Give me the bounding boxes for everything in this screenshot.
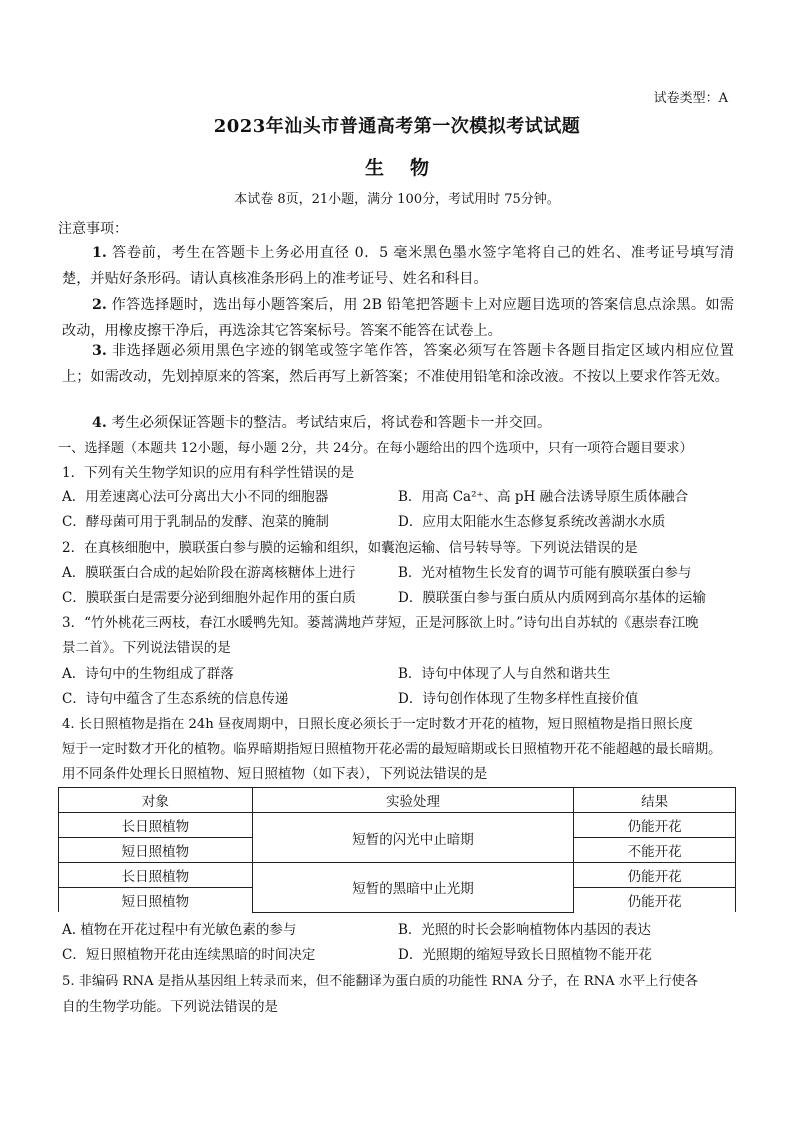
section-heading: 一、选择题（本题共 12小题，每小题 2分，共 24分。在每小题给出的四个选项中，只有一项符合题目要求） bbox=[58, 441, 693, 456]
notice-item-text: 答卷前，考生在答题卡上务必用直径 0．5 毫米黑色墨水签字笔将自己的姓名、准考证号填写清楚，并贴好条形码。请认真核准条形码上的准考证号、姓名和科目。 bbox=[62, 245, 735, 287]
table-cell-object: 短日照植物 bbox=[59, 838, 253, 863]
exam-title: 2023年汕头市普通高考第一次模拟考试试题 bbox=[213, 116, 581, 137]
q4-option-a: A. 植物在开花过程中有光敏色素的参与 bbox=[62, 922, 297, 938]
paper-type-label: 试卷类型：A bbox=[653, 91, 728, 106]
subject-title: 生物 bbox=[364, 157, 455, 179]
q2-option-a: A．膜联蛋白合成的起始阶段在游离核糖体上进行 bbox=[62, 565, 356, 581]
notice-item-number: 3. bbox=[92, 343, 107, 359]
notice-item-text: 非选择题必须用黑色字迹的钢笔或签字笔作答，答案必须写在答题卡各题目指定区域内相应位置上；如需改动，先划掉原来的答案，然后再写上新答案；不准使用铅笔和涂改液。不按以上要求作答无效。 bbox=[62, 343, 734, 385]
notice-item-1 bbox=[62, 240, 734, 292]
q4-stem-line-1: 4. 长日照植物是指在 24h 昼夜周期中，日照长度必须长于一定时数才开花的植物，短日照植物是指日照长度 bbox=[62, 717, 693, 732]
table-cell-result: 不能开花 bbox=[574, 838, 736, 863]
q3-option-c: C．诗句中蕴含了生态系统的信息传递 bbox=[62, 691, 289, 707]
notice-item-4 bbox=[62, 410, 734, 436]
notice-item-3 bbox=[62, 338, 734, 390]
q4-table bbox=[58, 787, 736, 913]
notice-heading: 注意事项： bbox=[58, 221, 128, 237]
notice-item-number: 4. bbox=[92, 415, 107, 431]
q5-stem-line-1: 5. 非编码 RNA 是指从基因组上转录而来，但不能翻译为蛋白质的功能性 RNA 分子，在 RNA 水平上行使各 bbox=[62, 974, 699, 989]
q3-option-a: A．诗句中的生物组成了群落 bbox=[62, 666, 234, 682]
table-header-cell: 对象 bbox=[59, 788, 253, 813]
table-cell-result: 仍能开花 bbox=[574, 813, 736, 838]
q1-stem: 1．下列有关生物学知识的应用有科学性错误的是 bbox=[62, 465, 355, 481]
table-header-cell: 实验处理 bbox=[252, 788, 574, 813]
table-cell-result: 仍能开花 bbox=[574, 888, 736, 913]
q1-option-d: D．应用太阳能水生态修复系统改善湖水水质 bbox=[398, 514, 666, 530]
notice-item-number: 2. bbox=[92, 297, 107, 313]
q4-option-d: D．光照期的缩短导致长日照植物不能开花 bbox=[398, 947, 652, 963]
q5-stem-line-2: 自的生物学功能。下列说法错误的是 bbox=[62, 999, 278, 1015]
q1-option-c: C．酵母菌可用于乳制品的发酵、泡菜的腌制 bbox=[62, 514, 329, 530]
q4-stem-line-2: 短于一定时数才开化的植物。临界暗期指短日照植物开花必需的最短暗期或长日照植物开花不能超越的最长暗期。 bbox=[62, 742, 722, 757]
q3-option-b: B．诗句中体现了人与自然和谐共生 bbox=[398, 666, 611, 682]
table-row bbox=[59, 813, 736, 838]
notice-item-number: 1. bbox=[92, 245, 107, 261]
q2-stem: 2．在真核细胞中，膜联蛋白参与膜的运输和组织，如囊泡运输、信号转导等。下列说法错误的是 bbox=[62, 540, 638, 556]
q4-option-b: B．光照的时长会影响植物体内基因的表达 bbox=[398, 922, 651, 938]
table-header-row bbox=[59, 788, 736, 813]
table-cell-treatment: 短暂的闪光中止暗期 bbox=[252, 813, 574, 863]
exam-info: 本试卷 8页，21小题，满分 100分，考试用时 75分钟。 bbox=[234, 192, 560, 207]
q2-option-c: C．膜联蛋白是需要分泌到细胞外起作用的蛋白质 bbox=[62, 590, 356, 606]
table-row bbox=[59, 863, 736, 888]
notice-item-text: 作答选择题时，选出每小题答案后，用 2B 铅笔把答题卡上对应题目选项的答案信息点涂黑。如需改动，用橡皮擦干净后，再选涂其它答案标号。答案不能答在试卷上。 bbox=[62, 297, 734, 339]
q3-stem-line-1: 3．“竹外桃花三两枝，春江水暖鸭先知。蒌蒿满地芦芽短，正是河豚欲上时。”诗句出自苏轼的《惠崇春江晚 bbox=[62, 615, 699, 631]
notice-item-text: 考生必须保证答题卡的整洁。考试结束后，将试卷和答题卡一并交回。 bbox=[111, 415, 552, 431]
table-cell-object: 长日照植物 bbox=[59, 863, 253, 888]
q2-option-d: D．膜联蛋白参与蛋白质从内质网到高尔基体的运输 bbox=[398, 590, 706, 606]
notice-item-2 bbox=[62, 292, 734, 344]
table-cell-treatment: 短暂的黑暗中止光期 bbox=[252, 863, 574, 913]
table-header-cell: 结果 bbox=[574, 788, 736, 813]
q2-option-b: B．光对植物生长发育的调节可能有膜联蛋白参与 bbox=[398, 565, 692, 581]
q4-stem-line-3: 用不同条件处理长日照植物、短日照植物（如下表），下列说法错误的是 bbox=[62, 766, 488, 782]
table-cell-object: 短日照植物 bbox=[59, 888, 253, 913]
table-cell-result: 仍能开花 bbox=[574, 863, 736, 888]
q1-option-a: A．用差速离心法可分离出大小不同的细胞器 bbox=[62, 489, 329, 505]
q1-option-b: B．用高 Ca²⁺、高 pH 融合法诱导原生质体融合 bbox=[398, 489, 689, 505]
q3-stem-line-2: 景二首》。下列说法错误的是 bbox=[62, 640, 231, 656]
q4-option-c: C．短日照植物开花由连续黑暗的时间决定 bbox=[62, 947, 316, 963]
q3-option-d: D．诗句创作体现了生物多样性直接价值 bbox=[398, 691, 639, 707]
table-cell-object: 长日照植物 bbox=[59, 813, 253, 838]
